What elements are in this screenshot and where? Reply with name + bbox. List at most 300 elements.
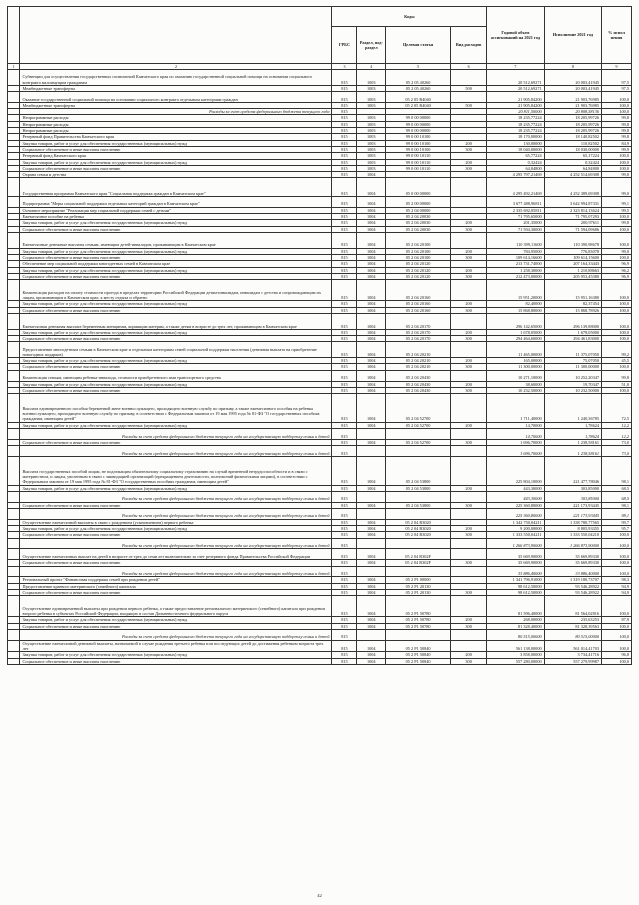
row-index-cell [8, 566, 20, 577]
section-cell: 1003 [357, 85, 386, 91]
section-cell: 1004 [357, 583, 386, 589]
col-num: 9 [602, 64, 632, 70]
grbs-cell: 815 [332, 549, 357, 560]
target-article-cell: 05 2 04 20210 [386, 358, 451, 364]
percent-cell: 99,8 [602, 121, 632, 127]
header-assigned: Годовой объем ассигнований на 2021 год [487, 7, 544, 64]
target-article-cell: 05 2 04 20100 [386, 232, 451, 248]
target-article-cell: 05 2 P1 20130 [386, 583, 451, 589]
percent-cell: 68,5 [602, 485, 632, 491]
grbs-cell: 815 [332, 92, 357, 103]
row-index-cell [8, 429, 20, 440]
percent-cell: 99,8 [602, 370, 632, 381]
section-cell: 1004 [357, 336, 386, 342]
target-article-cell: 05 2 04 20030 [386, 226, 451, 232]
row-index-cell [8, 370, 20, 381]
row-name-cell: Социальное обеспечение и иные выплаты населению [20, 226, 332, 232]
grbs-cell: 815 [332, 640, 357, 652]
executed-amount-cell: 19,70347 [544, 381, 601, 387]
executed-amount-cell: 10 232,50000 [544, 387, 601, 393]
percent-cell: 100,0 [602, 165, 632, 171]
assigned-amount-cell: 1 258,30000 [487, 267, 544, 273]
expense-kind-cell [451, 491, 487, 502]
row-index-cell [8, 629, 20, 640]
assigned-amount-cell: 1 678,05000 [487, 329, 544, 335]
executed-amount-cell: 4 252 389,69308 [544, 178, 601, 197]
row-name-cell: Закупка товаров, работ и услуг для обеспечения государственных (муниципальных) нужд [20, 381, 332, 387]
grbs-cell: 815 [332, 232, 357, 248]
expense-kind-cell: 200 [451, 358, 487, 364]
row-name-cell: Осуществление ежемесячной денежной выплаты, назначаемой в случае рождения третьего ребенка или последующих детей до достижения ребенком возраста трех лет [20, 640, 332, 652]
target-article-cell: 05 2 P1 50780 [386, 617, 451, 623]
executed-amount-cell: 20 003,41945 [544, 70, 601, 86]
assigned-amount-cell: 0,32424 [487, 159, 544, 165]
percent-cell: 99,7 [602, 519, 632, 525]
row-index-cell [8, 280, 20, 301]
target-article-cell: 05 2 04 20160 [386, 301, 451, 307]
grbs-cell: 815 [332, 329, 357, 335]
percent-cell: 100,0 [602, 329, 632, 335]
grbs-cell: 815 [332, 102, 357, 108]
executed-amount-cell: 561 014,41703 [544, 640, 601, 652]
expense-kind-cell: 300 [451, 273, 487, 279]
grbs-cell: 815 [332, 652, 357, 658]
row-index-cell [8, 640, 20, 652]
section-cell: 1004 [357, 387, 386, 393]
section-cell: 1004 [357, 658, 386, 664]
expense-kind-cell: 200 [451, 267, 487, 273]
target-article-cell: 05 2 05 40260 [386, 70, 451, 86]
header-executed: Исполнение 2021 год [544, 7, 601, 64]
section-cell: 1004 [357, 273, 386, 279]
target-article-cell: 05 2 04 20030 [386, 220, 451, 226]
expense-kind-cell: 300 [451, 532, 487, 538]
row-name-cell: Расходы за счет средств федерального бюджета текущего года на государственную поддержку семьи и детей [20, 446, 332, 457]
executed-amount-cell: 1 238,58161 [544, 446, 601, 457]
executed-amount-cell: 11 300,00000 [544, 364, 601, 370]
assigned-amount-cell: 10 232,50000 [487, 387, 544, 393]
percent-cell: 98,3 [602, 577, 632, 583]
assigned-amount-cell: 20 512,69271 [487, 85, 544, 91]
target-article-cell: 05 2 P1 50840 [386, 640, 451, 652]
section-cell: 1004 [357, 502, 386, 508]
percent-cell: 100,0 [602, 92, 632, 103]
header-index [8, 7, 20, 64]
expense-kind-cell [451, 538, 487, 549]
assigned-amount-cell: 268,00000 [487, 617, 544, 623]
grbs-cell: 815 [332, 560, 357, 566]
row-name-cell: Государственная программа Камчатского края "Социальная поддержка граждан в Камчатском крае" [20, 178, 332, 197]
row-name-cell: Субвенции для осуществления государственных полномочий Камчатского края по оказанию государственной социальной помощи на основании социального контракта малоимущим гражданам [20, 70, 332, 86]
row-name-cell: Социальное обеспечение и иные выплаты населению [20, 560, 332, 566]
percent-cell: 51,0 [602, 381, 632, 387]
expense-kind-cell: 300 [451, 502, 487, 508]
expense-kind-cell: 300 [451, 255, 487, 261]
assigned-amount-cell: 14,70000 [487, 422, 544, 428]
expense-kind-cell [451, 596, 487, 617]
row-name-cell: Социальное обеспечение и иные выплаты населению [20, 532, 332, 538]
grbs-cell: 815 [332, 314, 357, 330]
col-num: 2 [20, 64, 332, 70]
assigned-amount-cell: 213 731,74000 [487, 261, 544, 267]
header-percent: % испол нения [602, 7, 632, 64]
executed-amount-cell: 80 515,00000 [544, 629, 601, 640]
percent-cell: 100,0 [602, 214, 632, 220]
row-name-cell: Социальное обеспечение и иные выплаты населению [20, 273, 332, 279]
row-index-cell [8, 658, 20, 664]
percent-cell: 99,2 [602, 342, 632, 358]
section-cell: 1003 [357, 115, 386, 121]
row-index-cell [8, 342, 20, 358]
row-name-cell: Социальное обеспечение и иные выплаты населению [20, 387, 332, 393]
target-article-cell: 05 2 04 20170 [386, 336, 451, 342]
row-name-cell: Закупка товаров, работ и услуг для обеспечения государственных (муниципальных) нужд [20, 617, 332, 623]
section-cell: 1004 [357, 261, 386, 267]
executed-amount-cell: 8 805,93355 [544, 526, 601, 532]
section-cell: 1004 [357, 652, 386, 658]
percent-cell: 99,9 [602, 146, 632, 152]
percent-cell: 99,0 [602, 172, 632, 178]
assigned-amount-cell: 1 266 873,90000 [487, 538, 544, 549]
target-article-cell: 05 2 04 53800 [386, 502, 451, 508]
expense-kind-cell: 300 [451, 336, 487, 342]
grbs-cell: 815 [332, 226, 357, 232]
executed-amount-cell: 205 953,45380 [544, 273, 601, 279]
target-article-cell: 99 0 00 00000 [386, 121, 451, 127]
assigned-amount-cell: 130,00000 [487, 140, 544, 146]
assigned-amount-cell: 443,30000 [487, 485, 544, 491]
row-name-cell: Ежемесячная денежная выплата беременным женщинам, кормящим матерям, а также детям в возрасте до трех лет, проживающим в Камчатском крае [20, 314, 332, 330]
target-article-cell [386, 446, 451, 457]
target-article-cell: 05 2 04 20170 [386, 314, 451, 330]
section-cell: 1004 [357, 439, 386, 445]
grbs-cell: 815 [332, 207, 357, 213]
row-name-cell: Расходы за счет средств федерального бюджета текущего года на государственную поддержку семьи и детей [20, 566, 332, 577]
table-row [8, 394, 632, 423]
section-cell: 1003 [357, 134, 386, 140]
expense-kind-cell [451, 640, 487, 652]
target-article-cell: 05 2 P1 50780 [386, 623, 451, 629]
target-article-cell: 05 2 04 R3020 [386, 526, 451, 532]
target-article-cell: 05 2 04 R3020 [386, 532, 451, 538]
executed-amount-cell: 3 642 994,87331 [544, 196, 601, 207]
assigned-amount-cell: 1 333 550,04211 [487, 532, 544, 538]
section-cell [357, 491, 386, 502]
row-name-cell: Закупка товаров, работ и услуг для обеспечения государственных (муниципальных) нужд [20, 140, 332, 146]
percent-cell: 12,2 [602, 422, 632, 428]
target-article-cell: 99 0 00 10100 [386, 134, 451, 140]
grbs-cell: 815 [332, 491, 357, 502]
target-article-cell: 05 2 P1 00000 [386, 577, 451, 583]
assigned-amount-cell: 18 040,00000 [487, 146, 544, 152]
target-article-cell [386, 629, 451, 640]
assigned-amount-cell: 443,30000 [487, 491, 544, 502]
assigned-amount-cell: 3 858,00000 [487, 652, 544, 658]
grbs-cell: 815 [332, 165, 357, 171]
expense-kind-cell [451, 429, 487, 440]
executed-amount-cell: 71 594,09686 [544, 226, 601, 232]
row-name-cell: Социальное обеспечение и иные выплаты населению [20, 658, 332, 664]
percent-cell: 87,9 [602, 617, 632, 623]
percent-cell: 95,7 [602, 526, 632, 532]
executed-amount-cell: 4 252 514,69308 [544, 172, 601, 178]
expense-kind-cell: 300 [451, 387, 487, 393]
section-cell: 1004 [357, 589, 386, 595]
expense-kind-cell [451, 92, 487, 103]
assigned-amount-cell: 14,70000 [487, 429, 544, 440]
target-article-cell: 05 2 04 52700 [386, 422, 451, 428]
grbs-cell: 815 [332, 519, 357, 525]
percent-cell: 100,0 [602, 336, 632, 342]
executed-amount-cell: 82,37454 [544, 301, 601, 307]
target-article-cell [386, 566, 451, 577]
expense-kind-cell: 200 [451, 159, 487, 165]
executed-amount-cell: 10 252,20347 [544, 370, 601, 381]
expense-kind-cell: 500 [451, 102, 487, 108]
executed-amount-cell: 221 173,93445 [544, 508, 601, 519]
section-cell [357, 446, 386, 457]
section-cell: 1003 [357, 140, 386, 146]
assigned-amount-cell: 81 328,40000 [487, 623, 544, 629]
expense-kind-cell: 200 [451, 329, 487, 335]
executed-amount-cell: 33 886,40000 [544, 566, 601, 577]
target-article-cell: 05 2 04 R302F [386, 549, 451, 560]
col-num: 3 [332, 64, 357, 70]
col-num: 8 [544, 64, 601, 70]
assigned-amount-cell: 20 512,69271 [487, 70, 544, 86]
assigned-amount-cell: 18 235,77224 [487, 128, 544, 134]
assigned-amount-cell: 1 696,70000 [487, 446, 544, 457]
assigned-amount-cell: 557 280,00000 [487, 658, 544, 664]
grbs-cell: 815 [332, 439, 357, 445]
target-article-cell: 99 0 00 10110 [386, 165, 451, 171]
row-name-cell: Осуществление единовременной выплаты при рождении первого ребенка, а также предоставление регионального материнского (семейного) капитала при рождении второго ребенка в субъектах Российской Федерации, входящих в состав Дальневосточного федерального округа [20, 596, 332, 617]
row-index-cell [8, 446, 20, 457]
assigned-amount-cell: 64,84800 [487, 165, 544, 171]
row-index-cell [8, 394, 20, 423]
row-index-cell [8, 491, 20, 502]
table-row [8, 658, 632, 664]
row-name-cell: Оказание государственной социальной помощи на основании социального контракта отдельным категориям граждан [20, 92, 332, 103]
row-name-cell: Региональный проект "Финансовая поддержка семей при рождении детей" [20, 577, 332, 583]
grbs-cell: 815 [332, 429, 357, 440]
executed-amount-cell: 296 139,88000 [544, 314, 601, 330]
budget-rows [8, 70, 632, 665]
assigned-amount-cell: 225 360,80000 [487, 502, 544, 508]
executed-amount-cell: 20 808,58136 [544, 109, 601, 115]
section-cell: 1003 [357, 153, 386, 159]
table-row [8, 370, 632, 381]
percent-cell: 94,9 [602, 589, 632, 595]
percent-cell: 100,0 [602, 538, 632, 549]
row-index-cell [8, 508, 20, 519]
assigned-amount-cell: 18 235,77224 [487, 115, 544, 121]
section-cell [357, 538, 386, 549]
executed-amount-cell: 235,63253 [544, 617, 601, 623]
executed-amount-cell: 303,85000 [544, 491, 601, 502]
percent-cell: 96,2 [602, 267, 632, 273]
target-article-cell: 99 0 00 00000 [386, 115, 451, 121]
grbs-cell: 815 [332, 596, 357, 617]
row-name-cell: Расходы за счет средств федерального бюджета текущего года на государственную поддержку семьи и детей [20, 629, 332, 640]
row-index-cell [8, 178, 20, 197]
grbs-cell: 815 [332, 146, 357, 152]
section-cell: 1004 [357, 381, 386, 387]
row-name-cell: Межбюджетные трансферты [20, 85, 332, 91]
executed-amount-cell: 11 375,07050 [544, 342, 601, 358]
federal-funds-note-row [8, 538, 632, 549]
executed-amount-cell: 15 951,16380 [544, 280, 601, 301]
executed-amount-cell: 1 319 180,73707 [544, 577, 601, 583]
percent-cell: 99,8 [602, 134, 632, 140]
expense-kind-cell: 300 [451, 623, 487, 629]
row-name-cell: Социальное обеспечение и иные выплаты населению [20, 307, 332, 313]
grbs-cell: 815 [332, 178, 357, 197]
section-cell: 1004 [357, 519, 386, 525]
target-article-cell: 05 2 04 20120 [386, 273, 451, 279]
expense-kind-cell: 200 [451, 248, 487, 254]
assigned-amount-cell: 21 905,84200 [487, 92, 544, 103]
expense-kind-cell [451, 629, 487, 640]
assigned-amount-cell: 11 300,00000 [487, 364, 544, 370]
section-cell: 1004 [357, 226, 386, 232]
assigned-amount-cell: 71 795,65000 [487, 214, 544, 220]
page-number: 42 [317, 893, 322, 898]
row-name-cell: Резервный фонд Камчатского края [20, 153, 332, 159]
grbs-cell: 815 [332, 307, 357, 313]
section-cell: 1003 [357, 121, 386, 127]
section-cell: 1004 [357, 358, 386, 364]
executed-amount-cell: 93 546,28922 [544, 583, 601, 589]
target-article-cell [386, 491, 451, 502]
expense-kind-cell [451, 314, 487, 330]
assigned-amount-cell: 15 868,80000 [487, 307, 544, 313]
executed-amount-cell: 64,84800 [544, 165, 601, 171]
executed-amount-cell: 200,97611 [544, 220, 601, 226]
grbs-cell: 815 [332, 280, 357, 301]
row-name-cell: Осуществление ежемесячной выплаты в связи с рождением (усыновлением) первого ребенка [20, 519, 332, 525]
section-cell: 1004 [357, 526, 386, 532]
row-name-cell: Подпрограмма "Меры социальной поддержки отдельных категорий граждан в Камчатском крае" [20, 196, 332, 207]
percent-cell: 73,0 [602, 439, 632, 445]
budget-table [7, 6, 632, 665]
row-name-cell: Социальное обеспечение и иные выплаты населению [20, 502, 332, 508]
header-codes: Коды [332, 7, 487, 27]
row-name-cell: Закупка товаров, работ и услуг для обеспечения государственных (муниципальных) нужд [20, 220, 332, 226]
target-article-cell: 05 2 P1 50840 [386, 652, 451, 658]
expense-kind-cell [451, 370, 487, 381]
grbs-cell: 815 [332, 658, 357, 664]
expense-kind-cell [451, 566, 487, 577]
assigned-amount-cell: 110 399,11600 [487, 232, 544, 248]
grbs-cell: 815 [332, 381, 357, 387]
target-article-cell: 05 2 04 20210 [386, 342, 451, 358]
grbs-cell: 815 [332, 261, 357, 267]
grbs-cell: 815 [332, 370, 357, 381]
target-article-cell: 05 0 00 00000 [386, 178, 451, 197]
expense-kind-cell: 200 [451, 220, 487, 226]
row-name-cell: Социальное обеспечение и иные выплаты населению [20, 336, 332, 342]
expense-kind-cell: 200 [451, 301, 487, 307]
expense-kind-cell: 300 [451, 146, 487, 152]
executed-amount-cell: 2 323 814,13624 [544, 207, 601, 213]
expense-kind-cell: 300 [451, 226, 487, 232]
percent-cell: 100,0 [602, 314, 632, 330]
assigned-amount-cell: 98 612,50000 [487, 589, 544, 595]
expense-kind-cell: 300 [451, 439, 487, 445]
assigned-amount-cell: 71 594,30000 [487, 226, 544, 232]
target-article-cell: 05 2 05 R4040 [386, 92, 451, 103]
percent-cell: 100,0 [602, 532, 632, 538]
expense-kind-cell: 300 [451, 307, 487, 313]
header-name [20, 7, 332, 64]
expense-kind-cell [451, 456, 487, 485]
target-article-cell: 05 2 P1 20130 [386, 589, 451, 595]
header-kind: Вид расходов [451, 27, 487, 64]
row-name-cell: Охрана семьи и детства [20, 172, 332, 178]
assigned-amount-cell: 21 905,84200 [487, 102, 544, 108]
table-row [8, 178, 632, 197]
percent-cell: 45,5 [602, 358, 632, 364]
percent-cell: 100,0 [602, 255, 632, 261]
target-article-cell: 05 2 04 20430 [386, 387, 451, 393]
section-cell: 1004 [357, 532, 386, 538]
expense-kind-cell: 300 [451, 589, 487, 595]
percent-cell: 100,0 [602, 566, 632, 577]
grbs-cell: 815 [332, 172, 357, 178]
section-cell: 1004 [357, 549, 386, 560]
executed-amount-cell: 0,32424 [544, 159, 601, 165]
executed-amount-cell: 110,82502 [544, 140, 601, 146]
expense-kind-cell [451, 70, 487, 86]
executed-amount-cell: 18 205,99726 [544, 128, 601, 134]
assigned-amount-cell: 11 465,00000 [487, 342, 544, 358]
expense-kind-cell [451, 232, 487, 248]
expense-kind-cell [451, 342, 487, 358]
target-article-cell: 05 2 04 52700 [386, 394, 451, 423]
section-cell: 1004 [357, 178, 386, 197]
federal-funds-note-row [8, 566, 632, 577]
grbs-cell: 815 [332, 508, 357, 519]
section-cell: 1004 [357, 364, 386, 370]
target-article-cell: 05 2 04 00000 [386, 207, 451, 213]
grbs-cell: 815 [332, 394, 357, 423]
table-row [8, 232, 632, 248]
target-article-cell: 05 2 04 20210 [386, 364, 451, 370]
grbs-cell: 815 [332, 273, 357, 279]
assigned-amount-cell: 98 612,50000 [487, 583, 544, 589]
executed-amount-cell: 557 279,99987 [544, 658, 601, 664]
row-name-cell: Предоставление многодетным семьям в Камчатском крае и отдельным категориям семей социальной поддержки населения (денежная выплата на приобретение новогодних подарков) [20, 342, 332, 358]
assigned-amount-cell: 15 951,20000 [487, 280, 544, 301]
table-row [8, 640, 632, 652]
expense-kind-cell: 500 [451, 85, 487, 91]
percent-cell: 100,0 [602, 102, 632, 108]
target-article-cell: 05 2 04 20170 [386, 329, 451, 335]
percent-cell: 12,2 [602, 429, 632, 440]
section-cell: 1004 [357, 394, 386, 423]
assigned-amount-cell: 35 669,90000 [487, 549, 544, 560]
row-name-cell: Социальное обеспечение и иные выплаты населению [20, 439, 332, 445]
col-num: 6 [451, 64, 487, 70]
grbs-cell: 815 [332, 70, 357, 86]
row-name-cell: Расходы за счет средств федерального бюджета текущего года на государственную поддержку семьи и детей [20, 429, 332, 440]
table-row [8, 92, 632, 103]
percent-cell: 99,8 [602, 220, 632, 226]
assigned-amount-cell: 10 271,10000 [487, 370, 544, 381]
row-index-cell [8, 596, 20, 617]
executed-amount-cell: 35 669,89330 [544, 549, 601, 560]
